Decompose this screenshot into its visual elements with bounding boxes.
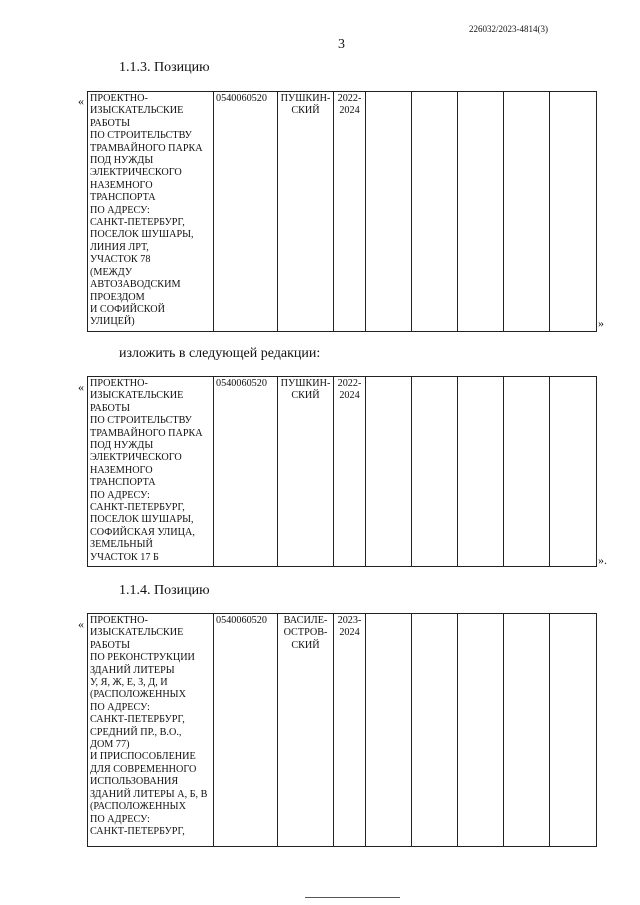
- position-table-1-1-4: [87, 613, 597, 847]
- cell-work-name: ПРОЕКТНО- ИЗЫСКАТЕЛЬСКИЕ РАБОТЫ ПО СТРОИТЕЛЬСТВУ ТРАМВАЙНОГО ПАРКА ПОД НУЖДЫ ЭЛЕКТРИЧЕСКОГО НАЗЕМНОГО ТРАНСПОРТА ПО АДРЕСУ: САНКТ-ПЕТЕРБУРГ, ПОСЕЛОК ШУШАРЫ, ЛИНИЯ ЛРТ, УЧАСТОК 78 (МЕЖДУ АВТОЗАВОДСКИМ ПРОЕЗДОМ И СОФИЙСКОЙ УЛИЦЕЙ): [88, 92, 214, 332]
- cell-district: ПУШКИН- СКИЙ: [278, 92, 334, 332]
- cell-empty: [504, 377, 550, 567]
- close-quote: »: [598, 316, 604, 330]
- section-heading-new-edition: изложить в следующей редакции:: [119, 346, 321, 361]
- cell-empty: [504, 614, 550, 847]
- cell-district: ВАСИЛЕ- ОСТРОВ- СКИЙ: [278, 614, 334, 847]
- open-quote: «: [78, 94, 84, 108]
- cell-empty: [458, 377, 504, 567]
- cell-code: 0540060520: [214, 377, 278, 567]
- cell-empty: [550, 377, 597, 567]
- cell-empty: [412, 377, 458, 567]
- cell-empty: [412, 92, 458, 332]
- cell-empty: [366, 92, 412, 332]
- cell-years: 2023- 2024: [334, 614, 366, 847]
- section-heading-1-1-3: 1.1.3. Позицию: [119, 60, 210, 75]
- cell-code: 0540060520: [214, 92, 278, 332]
- close-quote: ».: [598, 553, 607, 567]
- cell-empty: [550, 614, 597, 847]
- section-heading-1-1-4: 1.1.4. Позицию: [119, 583, 210, 598]
- position-table-old: [87, 91, 597, 332]
- position-table-new: [87, 376, 597, 567]
- cell-years: 2022- 2024: [334, 377, 366, 567]
- cell-empty: [366, 377, 412, 567]
- cell-years: 2022- 2024: [334, 92, 366, 332]
- cell-work-name: ПРОЕКТНО- ИЗЫСКАТЕЛЬСКИЕ РАБОТЫ ПО СТРОИТЕЛЬСТВУ ТРАМВАЙНОГО ПАРКА ПОД НУЖДЫ ЭЛЕКТРИЧЕСКОГО НАЗЕМНОГО ТРАНСПОРТА ПО АДРЕСУ: САНКТ-ПЕТЕРБУРГ, ПОСЕЛОК ШУШАРЫ, СОФИЙСКАЯ УЛИЦА, ЗЕМЕЛЬНЫЙ УЧАСТОК 17 Б: [88, 377, 214, 567]
- cell-empty: [366, 614, 412, 847]
- document-number: 226032/2023-4814(3): [469, 24, 548, 34]
- page-number: 3: [338, 37, 345, 52]
- cell-district: ПУШКИН- СКИЙ: [278, 377, 334, 567]
- cell-empty: [412, 614, 458, 847]
- cell-empty: [458, 92, 504, 332]
- open-quote: «: [78, 617, 84, 631]
- cell-work-name: ПРОЕКТНО- ИЗЫСКАТЕЛЬСКИЕ РАБОТЫ ПО РЕКОНСТРУКЦИИ ЗДАНИЙ ЛИТЕРЫ У, Я, Ж, Е, З, Д, И (РАСПОЛОЖЕННЫХ ПО АДРЕСУ: САНКТ-ПЕТЕРБУРГ, СРЕДНИЙ ПР., В.О., ДОМ 77) И ПРИСПОСОБЛЕНИЕ ДЛЯ СОВРЕМЕННОГО ИСПОЛЬЗОВАНИЯ ЗДАНИЙ ЛИТЕРЫ А, Б, В (РАСПОЛОЖЕННЫХ ПО АДРЕСУ: САНКТ-ПЕТЕРБУРГ,: [88, 614, 214, 847]
- cell-empty: [458, 614, 504, 847]
- cell-empty: [550, 92, 597, 332]
- cell-code: 0540060520: [214, 614, 278, 847]
- page-bottom-line: [305, 897, 400, 898]
- open-quote: «: [78, 380, 84, 394]
- cell-empty: [504, 92, 550, 332]
